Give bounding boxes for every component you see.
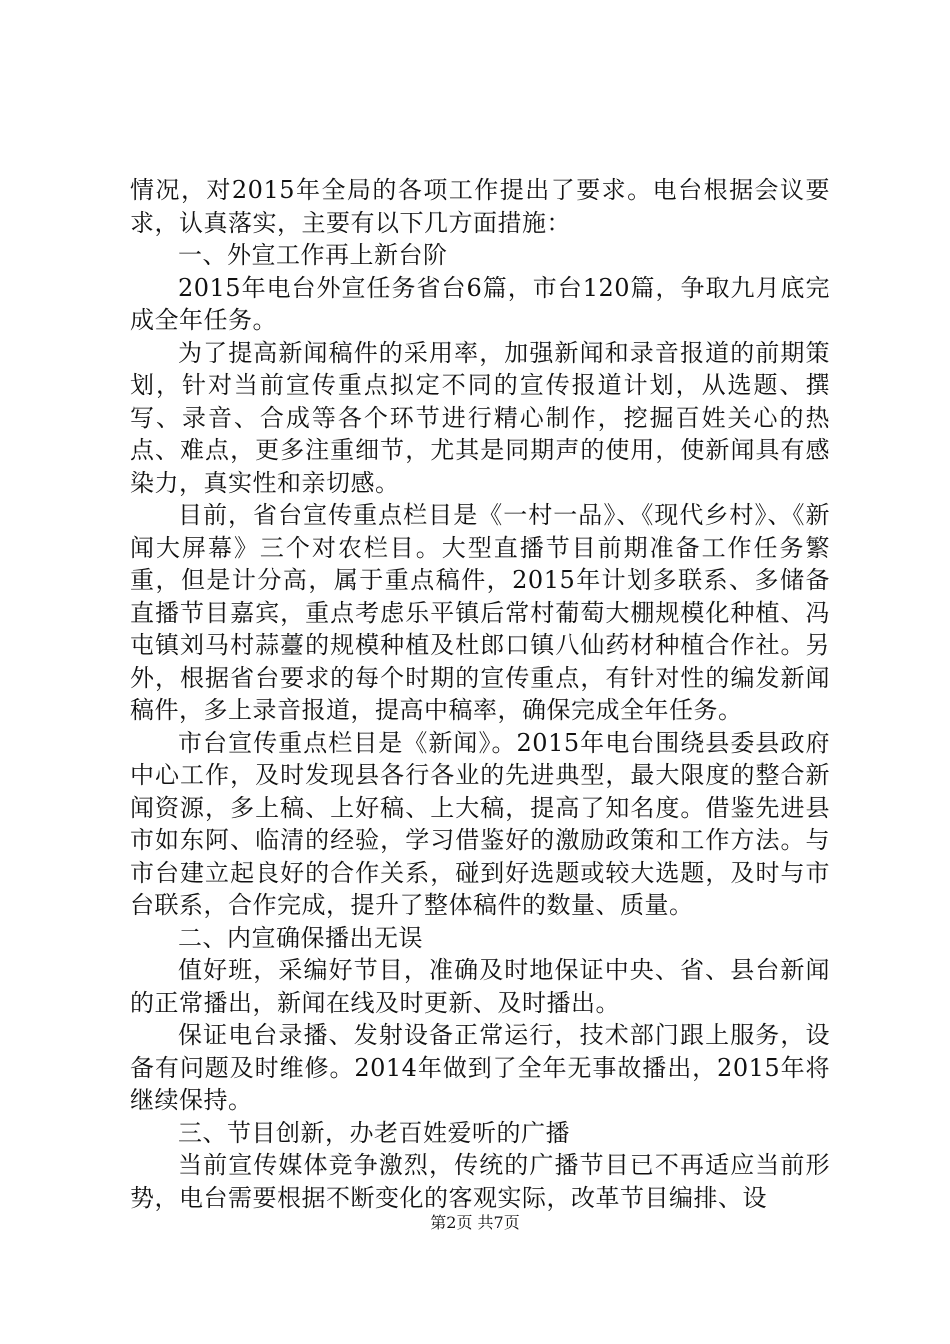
paragraph: 为了提高新闻稿件的采用率，加强新闻和录音报道的前期策划，针对当前宣传重点拟定不同的宣传报道计划，从选题、撰写、录音、合成等各个环节进行精心制作，挖掘百姓关心的热点、难点，更多注重细节，尤其是同期声的使用，使新闻具有感染力，真实性和亲切感。 xyxy=(130,338,830,497)
paragraph: 值好班，采编好节目，准确及时地保证中央、省、县台新闻的正常播出，新闻在线及时更新、及时播出。 xyxy=(130,956,830,1017)
section-heading-1: 一、外宣工作再上新台阶 xyxy=(178,241,448,269)
section-heading-3: 三、节目创新，办老百姓爱听的广播 xyxy=(178,1118,570,1147)
document-body xyxy=(130,174,830,1214)
paragraph: 当前宣传媒体竞争激烈，传统的广播节目已不再适应当前形势，电台需要根据不断变化的客观实际，改革节目编排、设 xyxy=(130,1151,830,1212)
paragraph: 目前，省台宣传重点栏目是《一村一品》、《现代乡村》、《新闻大屏幕》三个对农栏目。大型直播节目前期准备工作任务繁重，但是计分高，属于重点稿件，2015年计划多联系、多储备直播节目嘉宾，重点考虑乐平镇后常村葡萄大棚规模化种植、冯屯镇刘马村蒜薹的规模种植及杜郎口镇八仙药材种植合作社。另外，根据省台要求的每个时期的宣传重点，有针对性的编发新闻稿件，多上录音报道，提高中稿率，确保完成全年任务。 xyxy=(130,501,830,724)
paragraph: 市台宣传重点栏目是《新闻》。2015年电台围绕县委县政府中心工作，及时发现县各行各业的先进典型，最大限度的整合新闻资源，多上稿、上好稿、上大稿，提高了知名度。借鉴先进县市如东阿、临清的经验，学习借鉴好的激励政策和工作方法。与市台建立起良好的合作关系，碰到好选题或较大选题，及时与市台联系，合作完成，提升了整体稿件的数量、质量。 xyxy=(130,728,830,919)
paragraph: 2015年电台外宣任务省台6篇，市台120篇，争取九月底完成全年任务。 xyxy=(130,273,830,334)
section-heading-2: 二、内宣确保播出无误 xyxy=(178,923,423,952)
page-footer: 第2页 共7页 xyxy=(430,1213,520,1232)
paragraph-continuation: 情况，对2015年全局的各项工作提出了要求。电台根据会议要求，认真落实，主要有以下几方面措施： xyxy=(130,176,830,237)
paragraph: 保证电台录播、发射设备正常运行，技术部门跟上服务，设备有问题及时维修。2014年做到了全年无事故播出，2015年将继续保持。 xyxy=(130,1021,830,1114)
